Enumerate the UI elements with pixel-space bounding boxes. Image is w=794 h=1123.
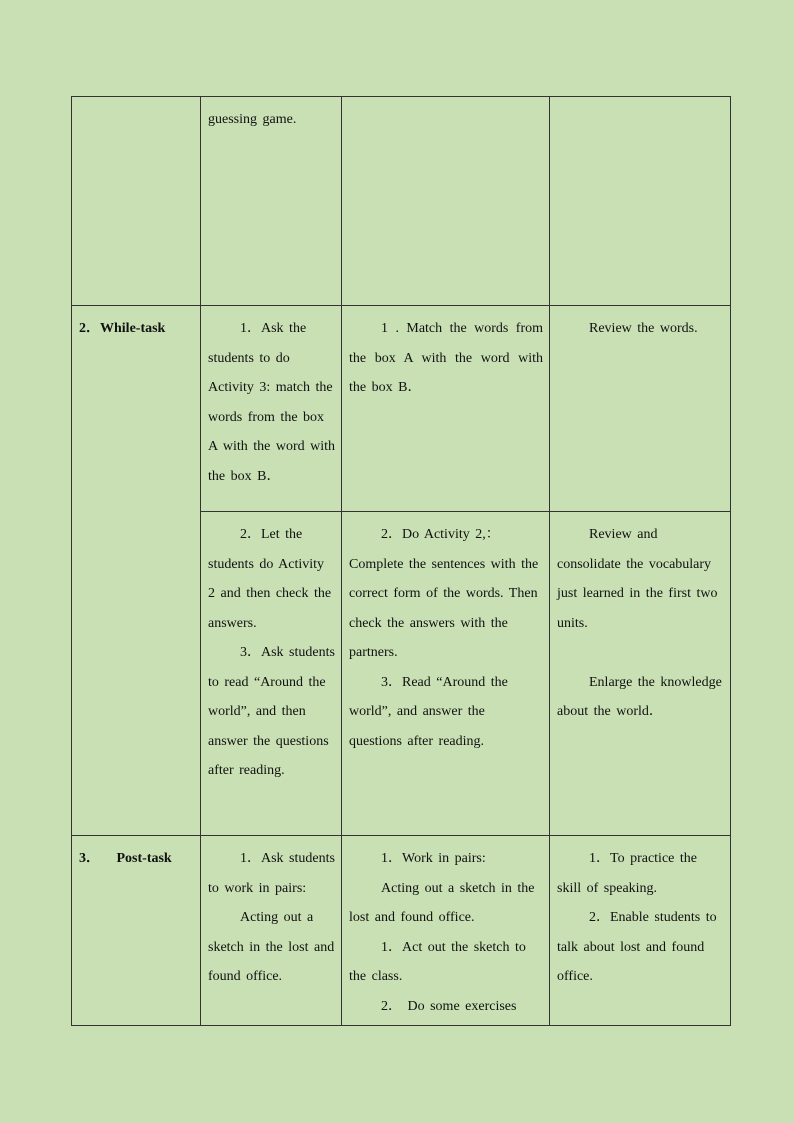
table-row: [72, 836, 731, 1026]
stage-cell: [72, 836, 201, 1026]
student-text: 1 . Match the words from the box A with the word with the box B．: [349, 321, 543, 395]
teacher-text: 3．Ask students to read “Around the world”, and then answer the questions after reading.: [208, 645, 335, 778]
teacher-text: 2．Let the students do Activity 2 and then check the answers.: [208, 527, 332, 631]
teacher-text: 1．Ask students to work in pairs:: [208, 851, 335, 896]
purpose-text: 2．Enable students to talk about lost and found office.: [557, 910, 717, 984]
teacher-text: Acting out a sketch in the lost and found office.: [208, 910, 335, 984]
student-text: 2． Do some exercises: [381, 998, 517, 1014]
student-text: 1．Work in pairs:: [381, 851, 486, 866]
purpose-cell: [550, 97, 731, 306]
teacher-text: 1．Ask the students to do Activity 3: match the words from the box A with the word with the box B．: [208, 321, 335, 484]
teacher-activity-cell: [201, 512, 342, 836]
purpose-cell: [550, 306, 731, 512]
student-activity-cell: [342, 97, 550, 306]
student-text: 2．Do Activity 2,：Complete the sentences with the correct form of the words. Then check the answers with the partners.: [349, 527, 539, 660]
stage-label: 3． Post-task: [79, 851, 172, 866]
purpose-cell: [550, 836, 731, 1026]
stage-label: 2．While-task: [79, 321, 166, 336]
student-activity-cell: [342, 306, 550, 512]
teacher-text: guessing game.: [208, 112, 297, 127]
table-row: [72, 306, 731, 512]
stage-cell: [72, 97, 201, 306]
purpose-text: Review the words.: [589, 321, 698, 336]
purpose-text: Enlarge the knowledge about the world．: [557, 674, 722, 719]
purpose-cell: [550, 512, 731, 836]
teacher-activity-cell: [201, 97, 342, 306]
lesson-plan-table: [71, 96, 731, 1026]
teacher-activity-cell: [201, 306, 342, 512]
stage-cell: [72, 306, 201, 836]
student-activity-cell: [342, 836, 550, 1026]
table-row: [72, 97, 731, 306]
student-text: 1．Act out the sketch to the class.: [349, 939, 526, 984]
student-activity-cell: [342, 512, 550, 836]
purpose-text: 1．To practice the skill of speaking.: [557, 851, 697, 896]
teacher-activity-cell: [201, 836, 342, 1026]
student-text: 3．Read “Around the world”, and answer the questions after reading.: [349, 674, 508, 749]
purpose-text: Review and consolidate the vocabulary just learned in the first two units.: [557, 527, 718, 631]
student-text: Acting out a sketch in the lost and found office.: [349, 880, 535, 925]
